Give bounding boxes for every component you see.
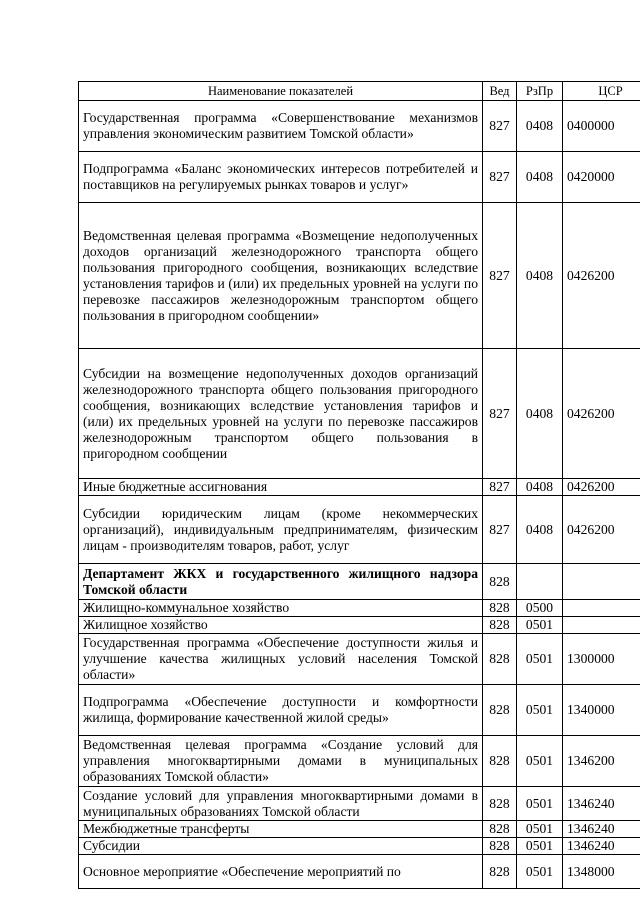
- row-name: Департамент ЖКХ и государственного жилищного надзора Томской области: [79, 564, 483, 600]
- row-name: Основное мероприятие «Обеспечение мероприятий по: [79, 855, 483, 889]
- row-name: Ведомственная целевая программа «Возмещение недополученных доходов организаций железнодорожного транспорта общего пользования пригородного сообщения, возникающих вследствие установления тарифов и (или) их предельных уровней на услуги по перевозке пассажиров железнодорожным транспортом общего пользования в пригородном сообщении»: [79, 203, 483, 349]
- row-rzpr: 0501: [517, 838, 563, 855]
- row-ved: 828: [483, 564, 517, 600]
- table-row: [79, 600, 640, 617]
- row-ved: 827: [483, 349, 517, 479]
- row-rzpr: 0408: [517, 349, 563, 479]
- row-csr: 0400000: [563, 101, 640, 152]
- row-rzpr: 0501: [517, 617, 563, 634]
- row-ved: 828: [483, 600, 517, 617]
- row-rzpr: 0500: [517, 600, 563, 617]
- row-csr: 0426200: [563, 349, 640, 479]
- row-ved: 828: [483, 634, 517, 685]
- table-row: [79, 634, 640, 685]
- row-ved: 828: [483, 838, 517, 855]
- row-csr: [563, 617, 640, 634]
- row-csr: [563, 600, 640, 617]
- table-row: [79, 152, 640, 203]
- row-csr: 1300000: [563, 634, 640, 685]
- row-name: Субсидии юридическим лицам (кроме некоммерческих организаций), индивидуальным предпринимателям, физическим лицам - производителям товаров, работ, услуг: [79, 496, 483, 564]
- row-rzpr: 0501: [517, 736, 563, 787]
- row-csr: 1348000: [563, 855, 640, 889]
- row-csr: 0420000: [563, 152, 640, 203]
- row-name: Подпрограмма «Обеспечение доступности и комфортности жилища, формирование качественной жилой среды»: [79, 685, 483, 736]
- row-ved: 827: [483, 101, 517, 152]
- table-row: [79, 821, 640, 838]
- row-rzpr: 0501: [517, 855, 563, 889]
- row-name: Жилищное хозяйство: [79, 617, 483, 634]
- row-ved: 828: [483, 855, 517, 889]
- table-row: [79, 564, 640, 600]
- row-rzpr: 0408: [517, 496, 563, 564]
- row-name: Субсидии на возмещение недополученных доходов организаций железнодорожного транспорта общего пользования пригородного сообщения, возникающих вследствие установления тарифов и (или) их предельных уровней на услуги по перевозке пассажиров железнодорожным транспортом общего пользования в пригородном сообщении: [79, 349, 483, 479]
- row-csr: 1346200: [563, 736, 640, 787]
- row-name: Государственная программа «Совершенствование механизмов управления экономическим развитием Томской области»: [79, 101, 483, 152]
- header-ved: Вед: [483, 82, 517, 101]
- table-row: [79, 736, 640, 787]
- row-ved: 827: [483, 152, 517, 203]
- table-row: [79, 349, 640, 479]
- budget-table: [78, 81, 640, 889]
- row-ved: 828: [483, 685, 517, 736]
- row-ved: 827: [483, 479, 517, 496]
- table-row: [79, 787, 640, 821]
- table-row: [79, 479, 640, 496]
- row-name: Жилищно-коммунальное хозяйство: [79, 600, 483, 617]
- table-row: [79, 101, 640, 152]
- header-csr: ЦСР: [563, 82, 640, 101]
- row-rzpr: 0408: [517, 101, 563, 152]
- row-csr: 1346240: [563, 821, 640, 838]
- row-rzpr: [517, 564, 563, 600]
- table-header-row: [79, 82, 640, 101]
- row-rzpr: 0501: [517, 634, 563, 685]
- row-rzpr: 0501: [517, 685, 563, 736]
- row-name: Межбюджетные трансферты: [79, 821, 483, 838]
- table-row: [79, 685, 640, 736]
- row-ved: 828: [483, 617, 517, 634]
- row-name: Субсидии: [79, 838, 483, 855]
- row-rzpr: 0408: [517, 479, 563, 496]
- row-csr: 0426200: [563, 496, 640, 564]
- row-name: Иные бюджетные ассигнования: [79, 479, 483, 496]
- table-row: [79, 496, 640, 564]
- row-csr: 0426200: [563, 203, 640, 349]
- row-name: Создание условий для управления многоквартирными домами в муниципальных образованиях Томской области: [79, 787, 483, 821]
- table-row: [79, 203, 640, 349]
- table-row: [79, 855, 640, 889]
- row-name: Подпрограмма «Баланс экономических интересов потребителей и поставщиков на регулируемых рынках товаров и услуг»: [79, 152, 483, 203]
- row-ved: 828: [483, 821, 517, 838]
- row-ved: 828: [483, 787, 517, 821]
- row-csr: [563, 564, 640, 600]
- row-name: Государственная программа «Обеспечение доступности жилья и улучшение качества жилищных условий населения Томской области»: [79, 634, 483, 685]
- row-csr: 1340000: [563, 685, 640, 736]
- header-name: Наименование показателей: [79, 82, 483, 101]
- row-rzpr: 0408: [517, 152, 563, 203]
- table-row: [79, 838, 640, 855]
- row-name: Ведомственная целевая программа «Создание условий для управления многоквартирными домами в муниципальных образованиях Томской области»: [79, 736, 483, 787]
- row-csr: 1346240: [563, 838, 640, 855]
- row-ved: 828: [483, 736, 517, 787]
- row-ved: 827: [483, 496, 517, 564]
- row-csr: 1346240: [563, 787, 640, 821]
- row-rzpr: 0408: [517, 203, 563, 349]
- row-rzpr: 0501: [517, 787, 563, 821]
- row-csr: 0426200: [563, 479, 640, 496]
- header-rzpr: РзПр: [517, 82, 563, 101]
- row-rzpr: 0501: [517, 821, 563, 838]
- row-ved: 827: [483, 203, 517, 349]
- table-row: [79, 617, 640, 634]
